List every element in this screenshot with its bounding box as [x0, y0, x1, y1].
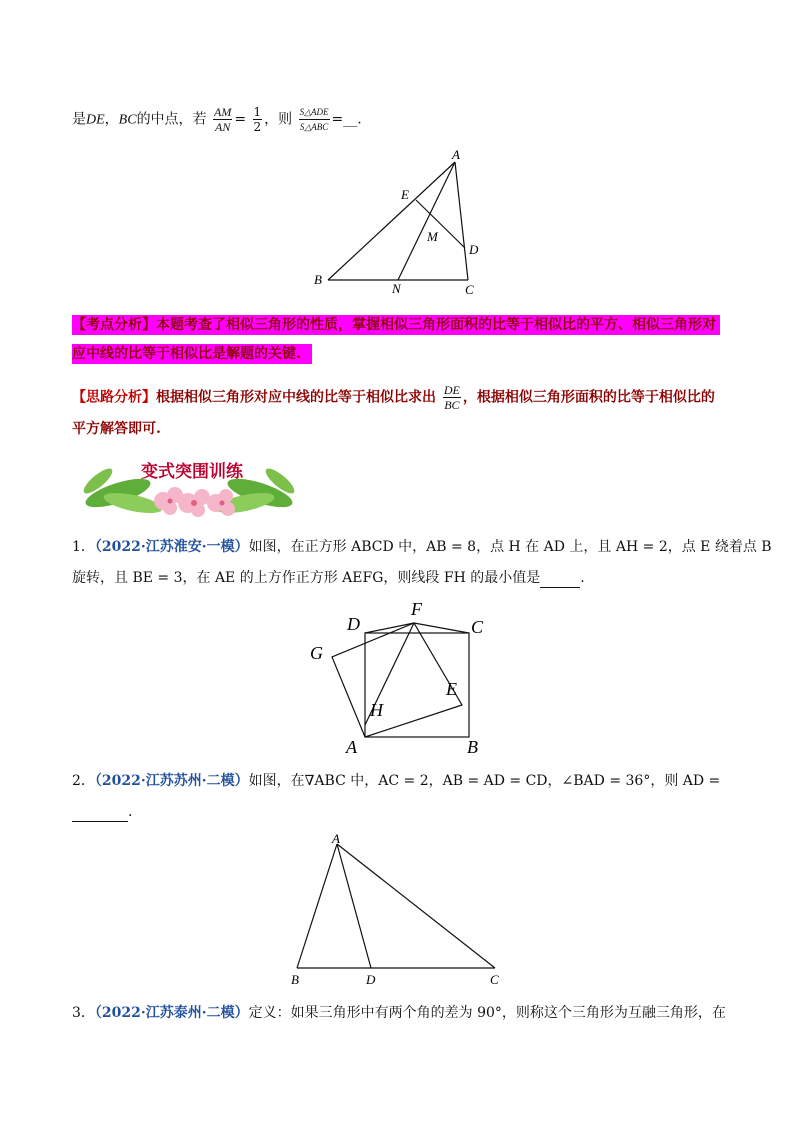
label-m: M — [427, 229, 438, 244]
label-a: A — [452, 147, 460, 162]
label-c: C — [465, 282, 474, 297]
question-1-line-1: 1．（2022·江苏淮安·一模）如图，在正方形 ABCD 中，AB = 8，点 H 在 AD 上，且 AH = 2，点 E 绕着点 B — [72, 539, 772, 555]
label-d: D — [469, 242, 479, 257]
question-3-line-1: 3．（2022·江苏泰州·二模）定义：如果三角形中有两个角的差为 90°，则称这个三角形为互融三角形，在 — [72, 1005, 726, 1021]
question-3-source: （2022·江苏泰州·二模） — [94, 1005, 249, 1021]
kaodian-line-2: 应中线的比等于相似比是解题的关键. — [72, 346, 301, 362]
question-2-line-1: 2．（2022·江苏苏州·二模）如图，在∇ABC 中，AC = 2，AB = AD = CD，∠BAD = 36°，则 AD = — [72, 773, 721, 789]
label-c: C — [490, 972, 499, 987]
label-g: G — [310, 643, 323, 663]
section-banner — [78, 453, 300, 518]
triangle-figure-1 — [300, 145, 500, 300]
kaodian-line-1: 【考点分析】本题考查了相似三角形的性质，掌握相似三角形面积的比等于相似比的平方、相似三角形对 — [72, 317, 716, 333]
banner-title: 变式突围训练 — [141, 462, 243, 482]
answer-blank-1[interactable] — [540, 569, 580, 588]
label-d: D — [347, 614, 360, 634]
label-b: B — [291, 972, 299, 987]
label-h: H — [370, 700, 383, 720]
question-1-line-2: 旋转，且 BE = 3，在 AE 的上方作正方形 AEFG，则线段 FH 的最小值是 . — [72, 570, 585, 586]
fraction-area-ratio: $\frac{\text{S△ADE}}{\text{S△ABC}}$ — [299, 107, 329, 132]
question-2-line-2: . — [72, 803, 132, 822]
answer-blank-2[interactable] — [72, 803, 128, 822]
triangle-figure-3 — [285, 830, 515, 995]
fraction-de-bc: $\frac{DE}{BC}$ — [443, 383, 460, 412]
label-b: B — [314, 272, 322, 287]
label-n: N — [392, 281, 401, 296]
label-c: C — [471, 617, 484, 637]
silu-line-1: 【思路分析】根据相似三角形对应中线的比等于相似比求出 $\frac{DE}{BC}$ ，根据相似三角形面积的比等于相似比的 — [72, 383, 715, 412]
label-f: F — [411, 599, 422, 619]
label-b: B — [467, 737, 478, 757]
fraction-one-half: $\frac{1}{2}$ — [253, 105, 262, 134]
fraction-am-an: $\frac{AM}{AN}$ — [214, 105, 232, 134]
label-e: E — [446, 679, 457, 699]
label-e: E — [401, 187, 409, 202]
label-a: A — [346, 737, 357, 757]
question-continuation: 是DE，BC的中点，若 $\frac{AM}{AN}$ = $\frac{1}{2}$ ，则 $\frac{\text{S△ADE}}{\text{S△ABC}}$ =__. — [72, 105, 362, 134]
square-figure-2 — [300, 595, 510, 760]
silu-line-2: 平方解答即可. — [72, 421, 161, 437]
question-2-source: （2022·江苏苏州·二模） — [94, 773, 249, 789]
label-d: D — [366, 972, 376, 987]
label-a: A — [332, 831, 340, 846]
question-1-source: （2022·江苏淮安·一模） — [94, 539, 249, 555]
